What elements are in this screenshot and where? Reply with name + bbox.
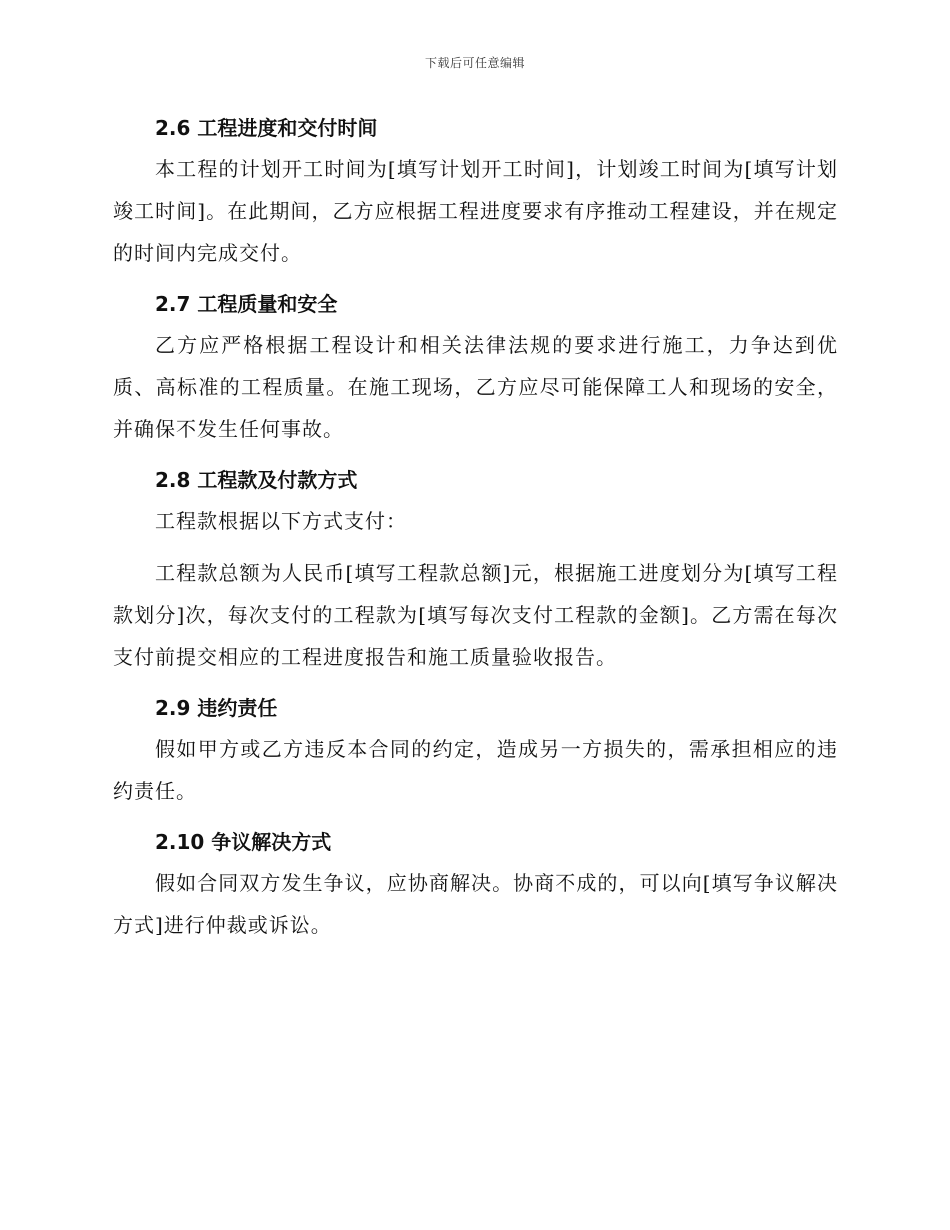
header-note: 下载后可任意编辑 [424, 56, 525, 70]
document-body [113, 108, 838, 956]
section-2-6 [113, 108, 838, 274]
section-2-10 [113, 822, 838, 946]
section-paragraph: 工程款根据以下方式支付： [155, 509, 407, 533]
section-paragraph: 假如合同双方发生争议，应协商解决。协商不成的，可以向[填写争议解决方式]进行仲裁或诉讼。 [113, 871, 838, 937]
section-paragraph: 工程款总额为人民币[填写工程款总额]元，根据施工进度划分为[填写工程款划分]次，每次支付的工程款为[填写每次支付工程款的金额]。乙方需在每次支付前提交相应的工程进度报告和施工质量验收报告。 [113, 561, 838, 669]
section-heading: 2.10 争议解决方式 [155, 830, 332, 854]
section-2-8 [113, 460, 838, 678]
section-2-7 [113, 284, 838, 450]
section-paragraph: 本工程的计划开工时间为[填写计划开工时间]，计划竣工时间为[填写计划竣工时间]。在此期间，乙方应根据工程进度要求有序推动工程建设，并在规定的时间内完成交付。 [113, 157, 838, 265]
section-heading: 2.6 工程进度和交付时间 [155, 116, 378, 140]
section-heading: 2.8 工程款及付款方式 [155, 468, 358, 492]
section-paragraph: 假如甲方或乙方违反本合同的约定，造成另一方损失的，需承担相应的违约责任。 [113, 737, 838, 803]
section-heading: 2.7 工程质量和安全 [155, 292, 338, 316]
section-2-9 [113, 688, 838, 812]
section-heading: 2.9 违约责任 [155, 696, 278, 720]
section-paragraph: 乙方应严格根据工程设计和相关法律法规的要求进行施工，力争达到优质、高标准的工程质量。在施工现场，乙方应尽可能保障工人和现场的安全，并确保不发生任何事故。 [113, 333, 838, 441]
